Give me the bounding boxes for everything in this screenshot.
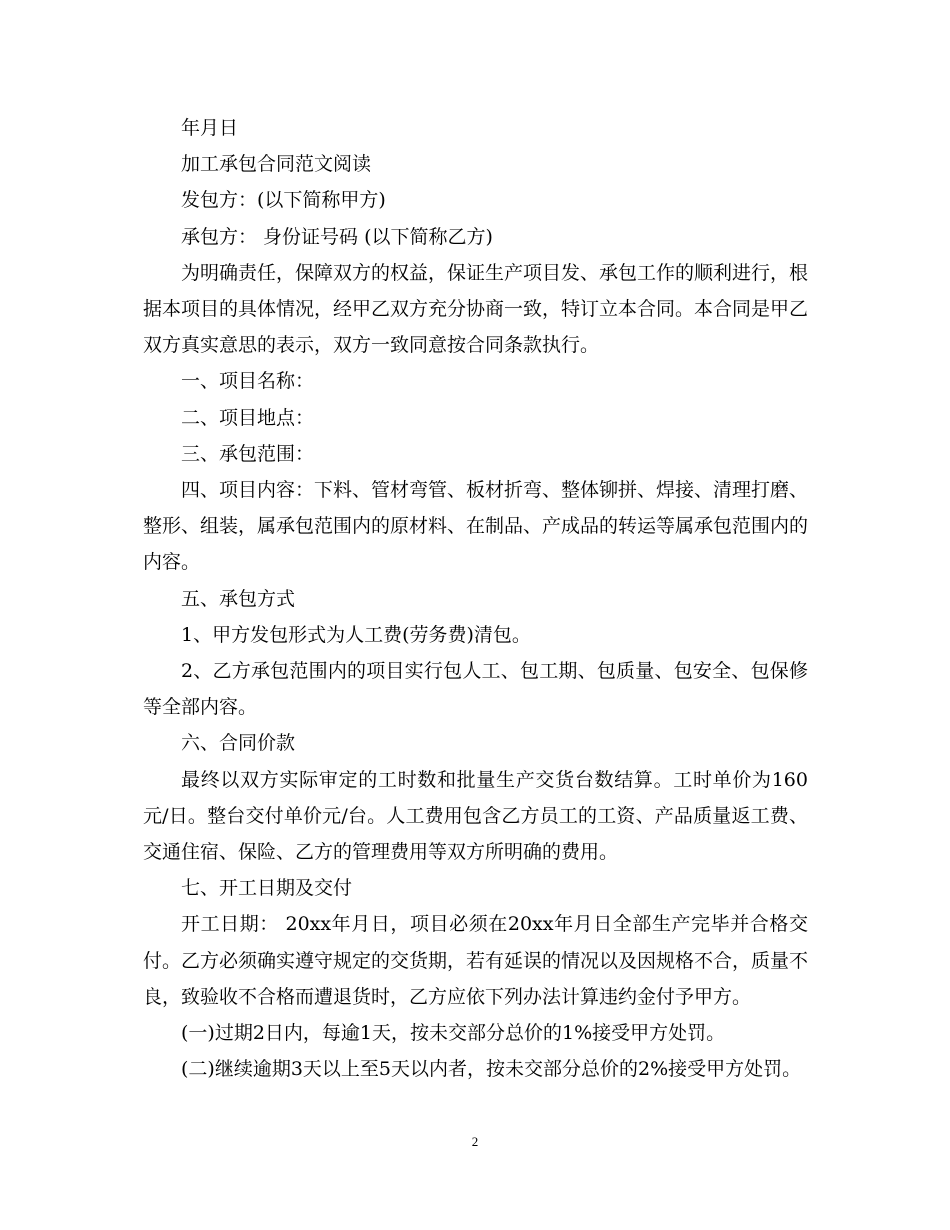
document-title: 加工承包合同范文阅读 [181, 153, 372, 176]
section-contract-scope: 三、承包范围： [181, 442, 315, 465]
section-contract-method: 五、承包方式 [181, 587, 296, 610]
penalty-clause-1: (一)过期2日内，每逾1天，按未交部分总价的1%接受甲方处罚。 [181, 1022, 726, 1045]
section-project-location: 二、项目地点： [181, 406, 315, 429]
method-clause-1: 1、甲方发包形式为人工费(劳务费)清包。 [181, 623, 531, 646]
section-project-content: 四、项目内容：下料、管材弯管、板材折弯、整体铆拼、焊接、清理打磨、整形、组装，属承包范围内的原材料、在制品、产成品的转运等属承包范围内的内容。 [143, 479, 809, 574]
document-body [143, 110, 808, 1087]
method-clause-2: 2、乙方承包范围内的项目实行包人工、包工期、包质量、包安全、包保修等全部内容。 [143, 660, 808, 719]
party-b-line: 承包方： 身份证号码 (以下简称乙方) [181, 225, 493, 248]
penalty-clause-2: (二)继续逾期3天以上至5天以内者，按未交部分总价的2%接受甲方处罚。 [181, 1058, 802, 1081]
date-line: 年月日 [181, 117, 239, 139]
preamble-paragraph: 为明确责任，保障双方的权益，保证生产项目发、承包工作的顺利进行，根据本项目的具体情况，经甲乙双方充分协商一致，特订立本合同。本合同是甲乙双方真实意思的表示，双方一致同意按合同条款执行。 [143, 261, 809, 357]
section-contract-price: 六、合同价款 [181, 732, 296, 755]
price-paragraph: 最终以双方实际审定的工时数和批量生产交货台数结算。工时单价为160元/日。整台交付单价元/台。人工费用包含乙方员工的工资、产品质量返工费、交通住宿、保险、乙方的管理费用等双方所明确的费用。 [143, 768, 808, 864]
start-date-paragraph: 开工日期： 20xx年月日，项目必须在20xx年月日全部生产完毕并合格交付。乙方必须确实遵守规定的交货期，若有延误的情况以及因规格不合，质量不良，致验收不合格而遭退货时，乙方应依下列办法计算违约金付予甲方。 [143, 913, 809, 1008]
section-project-name: 一、项目名称： [181, 370, 315, 393]
section-start-and-delivery: 七、开工日期及交付 [181, 877, 353, 900]
party-a-line: 发包方：(以下简称甲方) [181, 189, 386, 212]
page-number: 2 [471, 1134, 479, 1149]
